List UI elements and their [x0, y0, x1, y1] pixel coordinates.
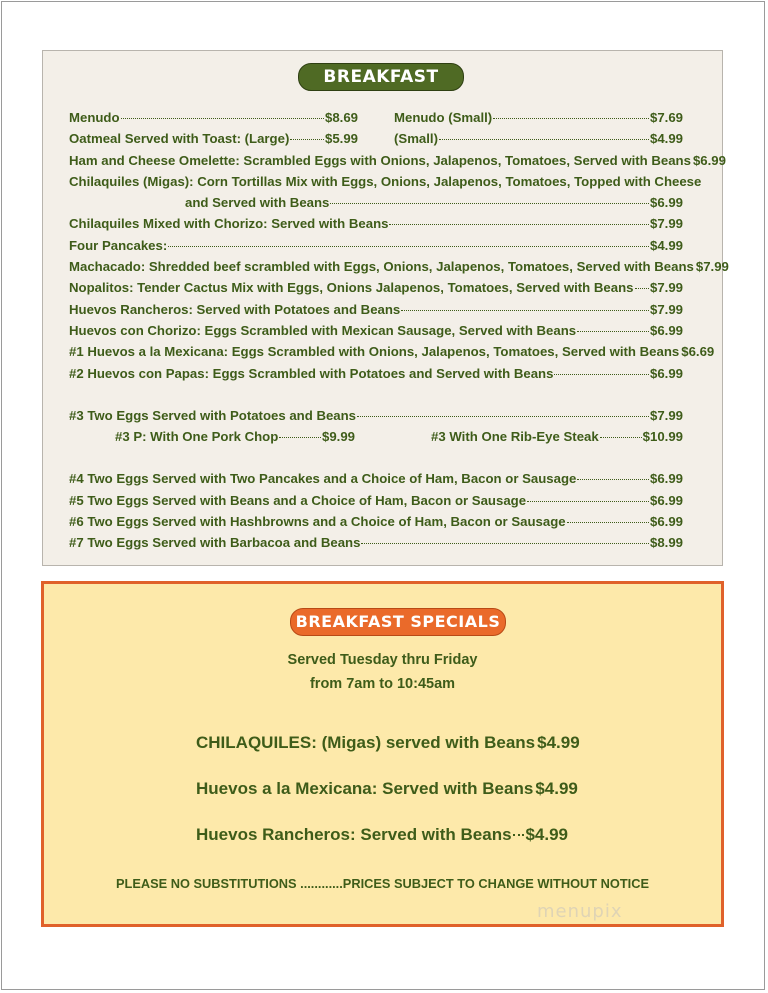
- item-price: $7.99: [649, 301, 683, 317]
- spacer: [69, 447, 683, 468]
- spacer: [69, 384, 683, 405]
- item-price: $8.69: [324, 110, 358, 125]
- item-price: $6.99: [649, 322, 683, 338]
- dot-leader: [577, 479, 649, 480]
- item-name: Ham and Cheese Omelette: Scrambled Eggs with Onions, Jalapenos, Tomatoes, Served with Beans: [69, 152, 691, 168]
- item-name: #6 Two Eggs Served with Hashbrowns and a Choice of Ham, Bacon or Sausage: [69, 514, 566, 530]
- menu-item: [69, 150, 726, 171]
- dot-leader: [439, 139, 649, 140]
- item-price: $8.99: [649, 535, 683, 551]
- item-price: $6.99: [649, 514, 683, 530]
- menu-item: [69, 256, 729, 277]
- item-name: Four Pancakes:: [69, 237, 168, 253]
- menu-item: [115, 426, 355, 447]
- item-price: $7.99: [649, 216, 683, 232]
- menu-item: [69, 128, 358, 149]
- dot-leader: [577, 331, 649, 332]
- item-price: $7.99: [649, 407, 683, 423]
- dot-leader: [493, 118, 649, 119]
- item-price: $7.99: [649, 280, 683, 296]
- dot-leader: [600, 437, 642, 438]
- special-item: [196, 812, 568, 858]
- dot-leader: [527, 501, 649, 502]
- item-price: $6.99: [649, 492, 683, 508]
- menu-item: [394, 107, 683, 128]
- item-name: #2 Huevos con Papas: Eggs Scrambled with Potatoes and Served with Beans: [69, 365, 554, 381]
- item-name: #3 P: With One Pork Chop: [115, 429, 279, 445]
- menu-item: [69, 490, 683, 511]
- item-name: CHILAQUILES: (Migas) served with Beans: [196, 733, 536, 752]
- dot-leader: [121, 118, 324, 119]
- breakfast-menu: [69, 107, 729, 554]
- dot-leader: [567, 522, 649, 523]
- item-price: $6.99: [649, 195, 683, 211]
- served-hours: from 7am to 10:45am: [309, 676, 456, 692]
- dot-leader: [635, 288, 649, 289]
- menu-item: [69, 320, 683, 341]
- item-price: $6.99: [649, 365, 683, 381]
- menu-item: [69, 277, 683, 298]
- dot-leader: [357, 416, 649, 417]
- item-price: $4.99: [649, 237, 683, 253]
- specials-list: [196, 720, 580, 858]
- menu-item: [69, 363, 683, 384]
- item-name: Chilaquiles Mixed with Chorizo: Served with Beans: [69, 216, 389, 232]
- item-price: $7.69: [649, 110, 683, 125]
- dot-leader: [279, 437, 321, 438]
- menu-item: [431, 426, 683, 447]
- item-name: Huevos con Chorizo: Eggs Scrambled with Mexican Sausage, Served with Beans: [69, 322, 577, 338]
- oatmeal-pair: [69, 128, 683, 149]
- item-name: #3 With One Rib-Eye Steak: [431, 429, 599, 445]
- item-name: Chilaquiles (Migas): Corn Tortillas Mix with Eggs, Onions, Jalapenos, Tomatoes, Topped with Cheese: [69, 173, 702, 189]
- menu-item-description: [69, 171, 702, 192]
- item-name: Machacado: Shredded beef scrambled with Eggs, Onions, Jalapenos, Tomatoes, Served with Beans: [69, 259, 694, 275]
- specials-panel: [41, 581, 724, 927]
- item-name: Menudo: [69, 110, 120, 125]
- item-price: $5.99: [324, 131, 358, 147]
- watermark: menupix: [537, 901, 623, 922]
- specials-title: BREAKFAST SPECIALS: [290, 608, 506, 636]
- substitution-notice: PLEASE NO SUBSTITUTIONS ............PRICES SUBJECT TO CHANGE WITHOUT NOTICE: [115, 876, 649, 891]
- item-name: #7 Two Eggs Served with Barbacoa and Beans: [69, 535, 361, 551]
- special-item: [196, 766, 578, 812]
- menu-item: [69, 235, 683, 256]
- item-price: $6.99: [692, 152, 726, 168]
- item-price: $4.99: [649, 131, 683, 147]
- menu-item: [69, 213, 683, 234]
- special-item: [196, 720, 580, 766]
- item-price: $4.99: [535, 779, 578, 798]
- dot-leader: [290, 139, 324, 140]
- dot-leader: [330, 203, 649, 204]
- item-name: #4 Two Eggs Served with Two Pancakes and a Choice of Ham, Bacon or Sausage: [69, 471, 577, 487]
- item-price: $9.99: [321, 429, 355, 445]
- item-3-options: [69, 426, 683, 447]
- breakfast-panel: [42, 50, 729, 566]
- menu-item: [69, 532, 683, 553]
- item-name: Nopalitos: Tender Cactus Mix with Eggs, Onions Jalapenos, Tomatoes, Served with Beans: [69, 280, 634, 296]
- item-price: $7.99: [695, 259, 729, 275]
- item-name: Menudo (Small): [394, 110, 493, 125]
- menu-item: [69, 341, 715, 362]
- item-name: Oatmeal Served with Toast: (Large): [69, 131, 290, 147]
- menu-item: [69, 192, 683, 213]
- item-name: Huevos Rancheros: Served with Beans: [196, 825, 512, 844]
- item-price: $10.99: [642, 429, 683, 445]
- served-days: Served Tuesday thru Friday: [287, 652, 478, 668]
- item-name: Huevos a la Mexicana: Served with Beans: [196, 779, 534, 798]
- menu-item: [69, 405, 683, 426]
- item-name: #5 Two Eggs Served with Beans and a Choice of Ham, Bacon or Sausage: [69, 492, 527, 508]
- item-name: #3 Two Eggs Served with Potatoes and Beans: [69, 407, 357, 423]
- menu-item: [69, 299, 683, 320]
- item-name: Huevos Rancheros: Served with Potatoes and Beans: [69, 301, 401, 317]
- item-price: $6.99: [649, 471, 683, 487]
- menu-item: [394, 128, 683, 149]
- item-name: (Small): [394, 131, 438, 147]
- item-price: $4.99: [525, 825, 568, 844]
- dot-leader: [168, 246, 649, 247]
- item-price: $6.69: [681, 344, 715, 360]
- menu-item: [69, 107, 358, 128]
- menudo-pair: [69, 107, 683, 128]
- dot-leader: [554, 374, 649, 375]
- dot-leader: [361, 543, 649, 544]
- breakfast-title: BREAKFAST: [298, 63, 464, 91]
- dot-leader: [513, 834, 525, 836]
- item-name: #1 Huevos a la Mexicana: Eggs Scrambled with Onions, Jalapenos, Tomatoes, Served with Beans: [69, 344, 680, 360]
- menu-item: [69, 511, 683, 532]
- dot-leader: [389, 224, 649, 225]
- item-name: and Served with Beans: [185, 195, 330, 211]
- menu-item: [69, 468, 683, 489]
- item-price: $4.99: [537, 733, 580, 752]
- dot-leader: [401, 310, 649, 311]
